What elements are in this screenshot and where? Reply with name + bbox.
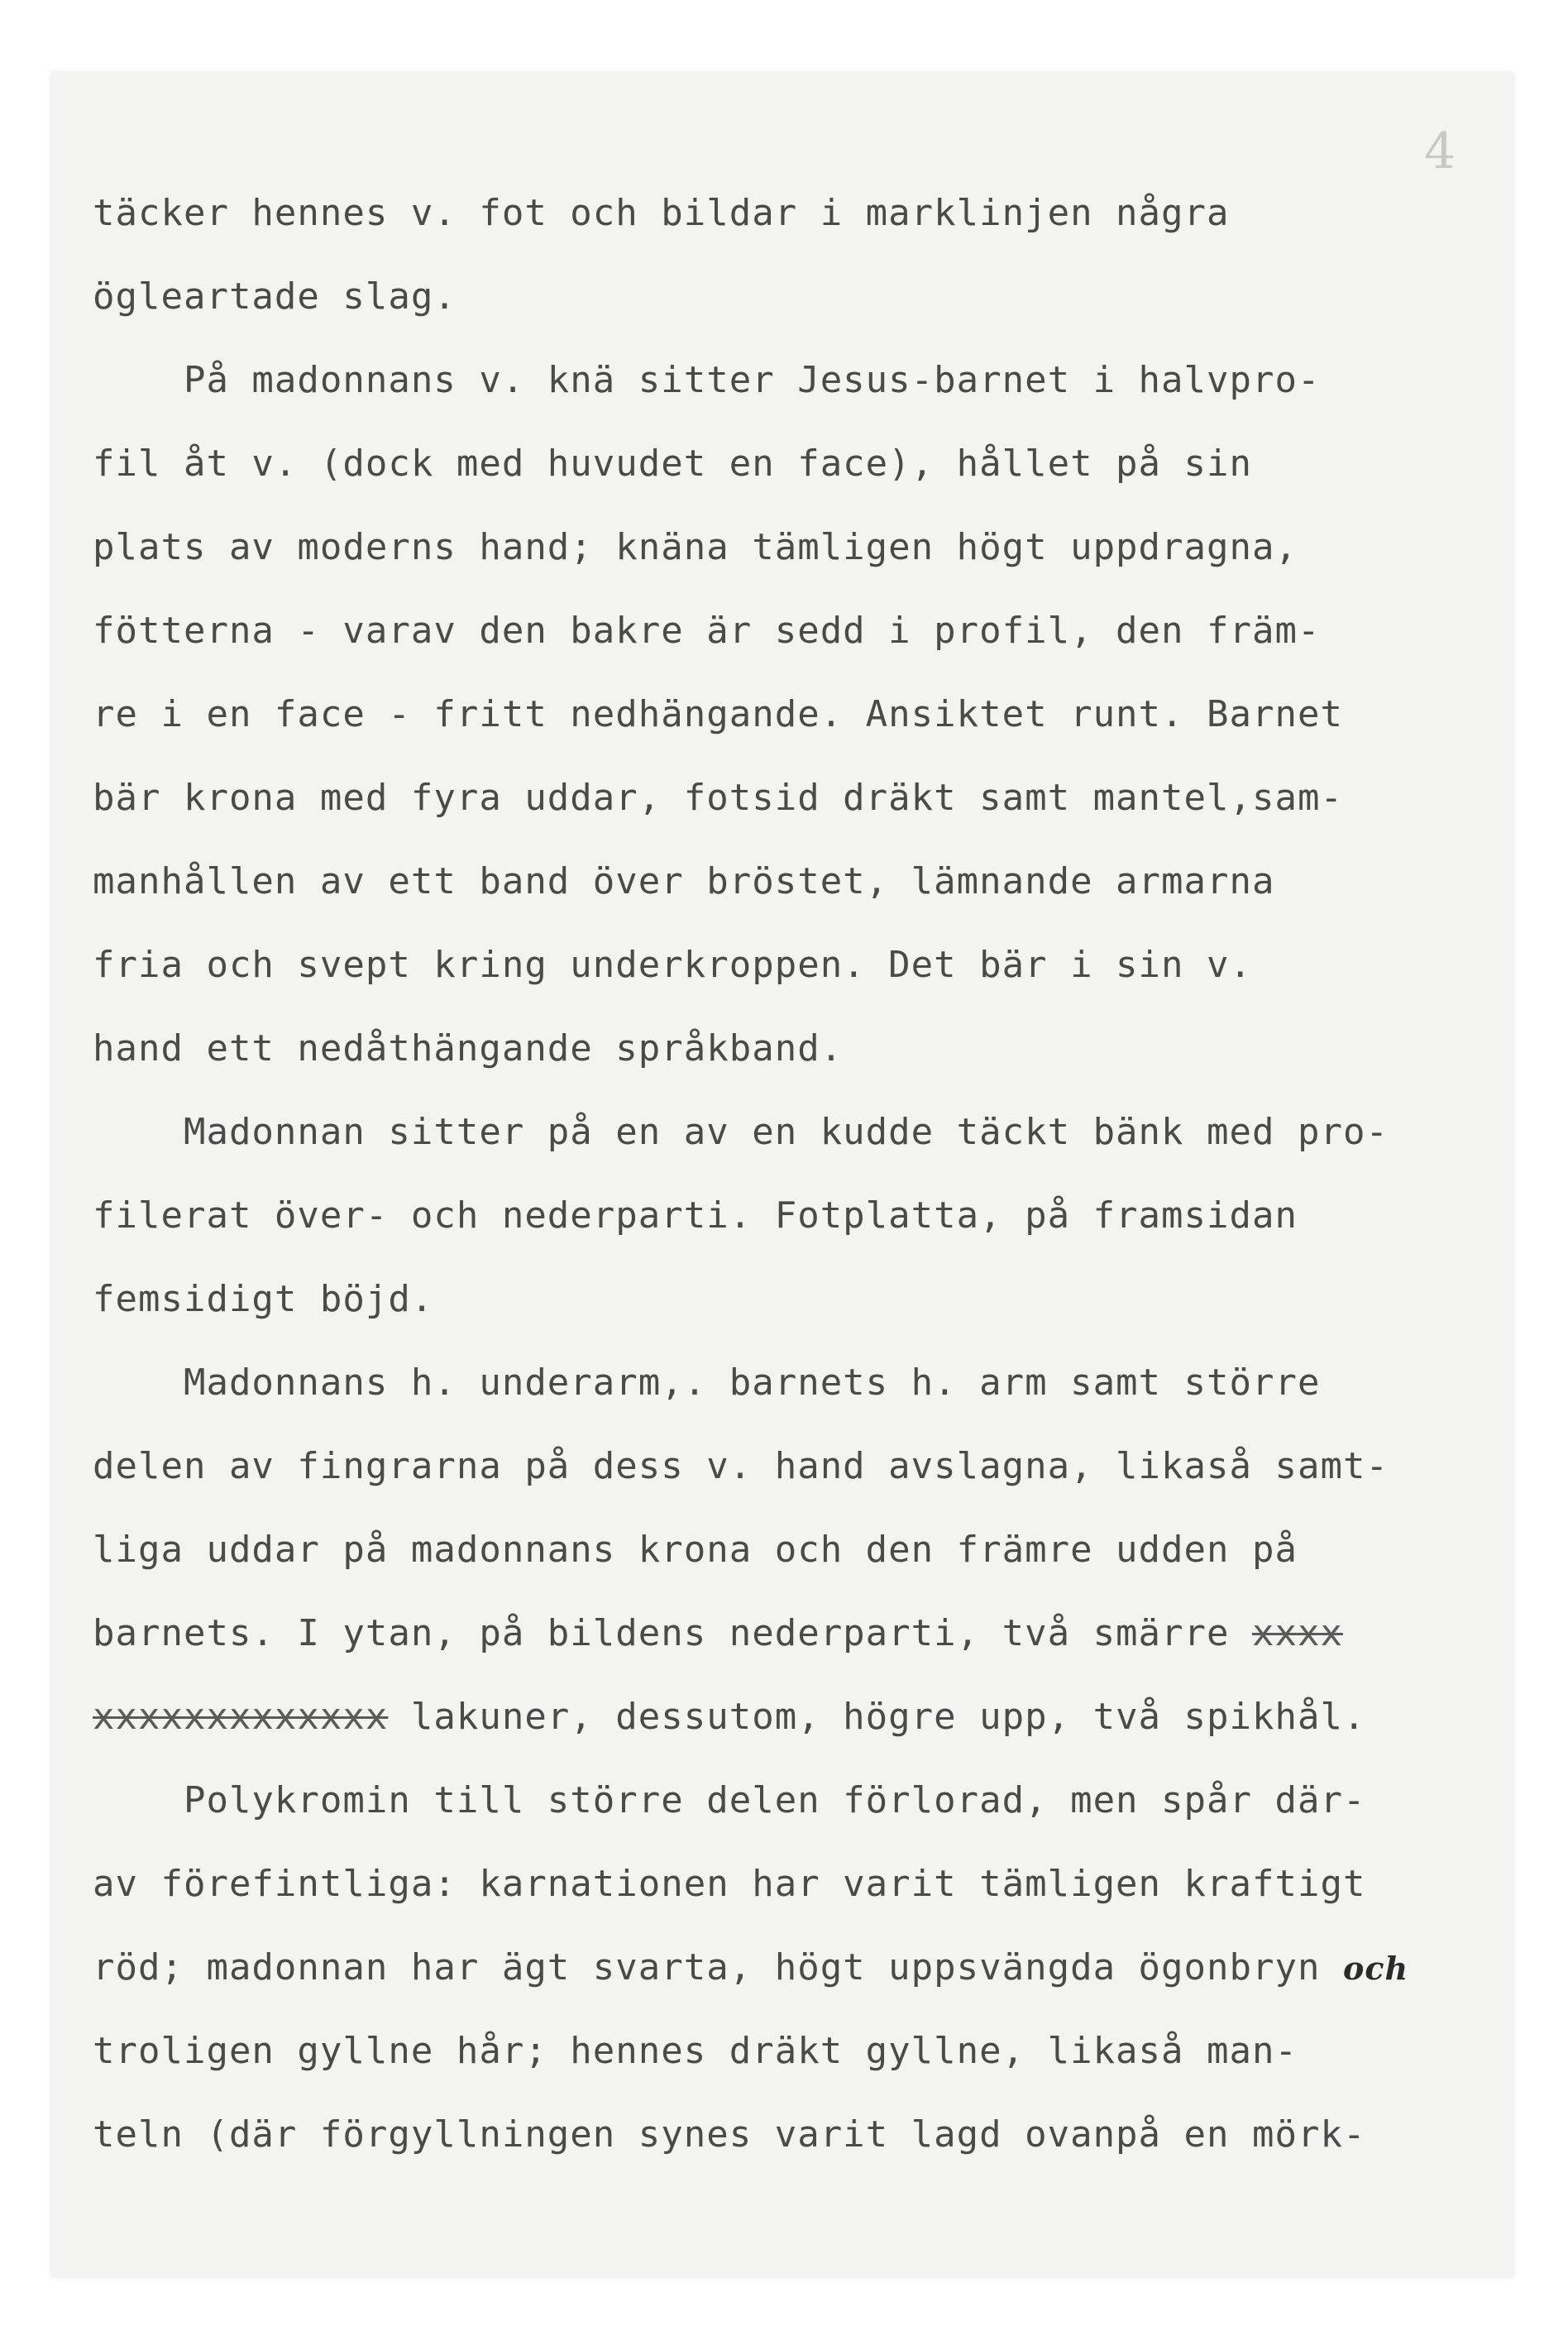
text-line-20: Polykromin till större delen förlorad, men spår där- [93,1779,1366,1821]
text-line-11: hand ett nedåthängande språkband. [93,1027,844,1070]
text-line-5: plats av moderns hand; knäna tämligen högt uppdragna, [93,526,1298,568]
text-line-7: re i en face - fritt nedhängande. Ansiktet runt. Barnet [93,693,1343,735]
text-line-2: ögleartade slag. [93,275,457,318]
text-line-22-main: röd; madonnan har ägt svarta, högt uppsvängda ögonbryn [93,1946,1343,1988]
text-line-12: Madonnan sitter på en av en kudde täckt bänk med pro- [93,1111,1389,1153]
text-line-14: femsidigt böjd. [93,1278,434,1320]
text-line-15: Madonnans h. underarm,. barnets h. arm samt större [93,1362,1321,1404]
text-line-3: På madonnans v. knä sitter Jesus-barnet i halvpro- [93,359,1321,401]
page-number-mark: 4 [1424,122,1456,180]
text-line-16: delen av fingrarna på dess v. hand avslagna, likaså samt- [93,1445,1389,1487]
text-line-17: liga uddar på madonnans krona och den främre udden på [93,1529,1298,1571]
text-line-21: av förefintliga: karnationen har varit tämligen kraftigt [93,1863,1366,1905]
text-line-18 [93,1612,1343,1654]
text-line-18-main: barnets. I ytan, på bildens nederparti, två smärre [93,1612,1253,1654]
text-line-23: troligen gyllne hår; hennes dräkt gyllne, likaså man- [93,2030,1298,2072]
handwritten-insertion: och [1342,1950,1409,1987]
text-line-4: fil åt v. (dock med huvudet en face), hållet på sin [93,443,1253,485]
text-line-8: bär krona med fyra uddar, fotsid dräkt samt mantel,sam- [93,777,1343,819]
struck-out-text: xxxxxxxxxxxxx [93,1696,389,1738]
text-line-19-rest: lakuner, dessutom, högre upp, två spikhål. [388,1696,1366,1738]
text-line-10: fria och svept kring underkroppen. Det bär i sin v. [93,944,1253,986]
typed-text-body [51,73,1513,2276]
text-line-9: manhållen av ett band över bröstet, lämnande armarna [93,860,1275,902]
text-line-22 [93,1946,1409,1988]
text-line-19 [93,1696,1366,1738]
text-line-13: filerat över- och nederparti. Fotplatta, på framsidan [93,1194,1298,1237]
text-line-24: teln (där förgyllningen synes varit lagd ovanpå en mörk- [93,2113,1366,2156]
paper-sheet [51,73,1513,2276]
text-line-1: täcker hennes v. fot och bildar i marklinjen några [93,192,1230,234]
struck-out-text: xxxx [1252,1612,1343,1654]
text-line-6: fötterna - varav den bakre är sedd i profil, den främ- [93,610,1321,652]
